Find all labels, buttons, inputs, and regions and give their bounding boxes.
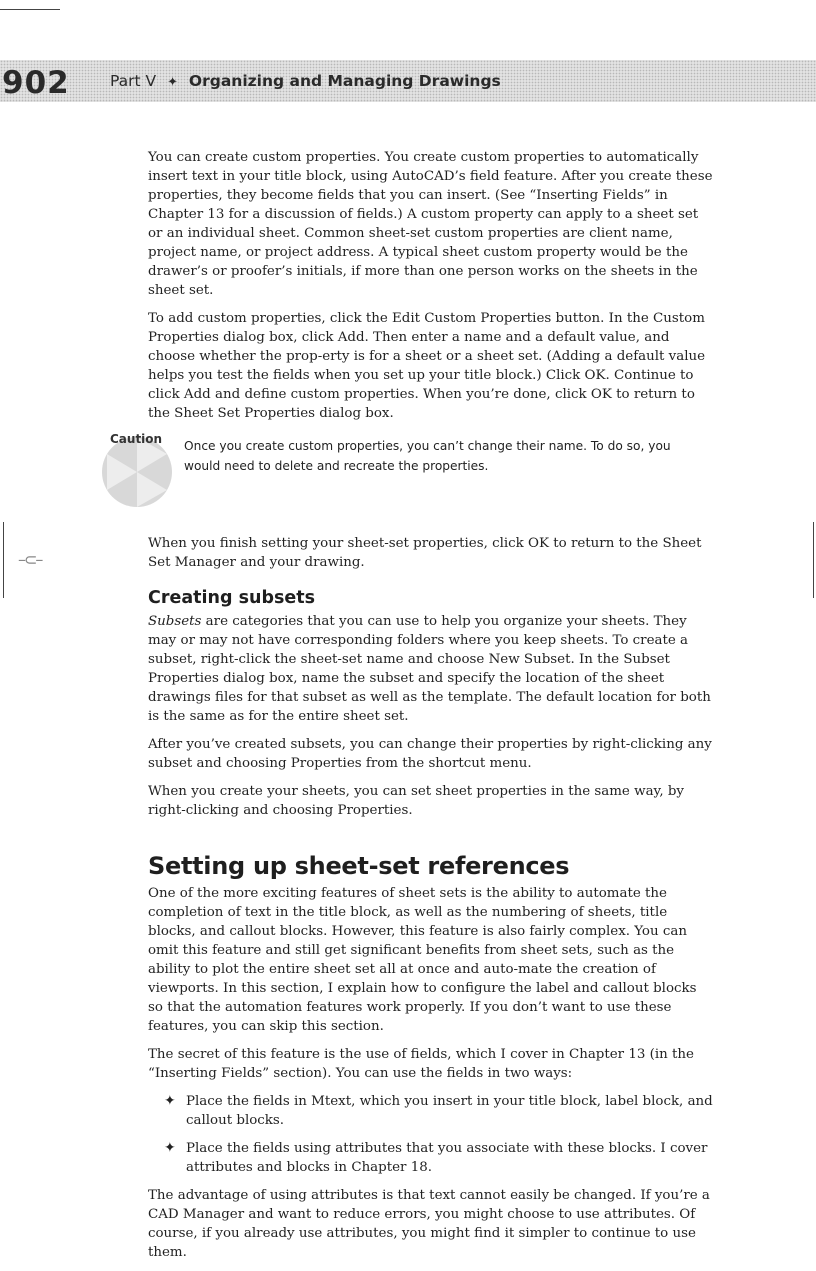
paragraph: You can create custom properties. You create custom properties to automatically insert text in your title block, using AutoCAD’s field feature. After you create these properties, they become fields that you can insert. (See “Inserting Fields” in Chapter 13 for a discussion of fields.) A custom property can apply to a sheet set or an individual sheet. Common sheet-set custom properties are client name, project name, or project address. A typical sheet custom property would be the drawer’s or proofer’s initials, if more than one person works on the sheets in the sheet set.: [148, 150, 713, 298]
list-item-text: Place the fields in Mtext, which you insert in your title block, label block, and callout blocks.: [186, 1094, 713, 1128]
bullet-list: [148, 1092, 713, 1177]
list-item: [148, 1139, 713, 1177]
paragraph: When you finish setting your sheet-set properties, click OK to return to the Sheet Set Manager and your drawing.: [148, 536, 702, 570]
running-head: [110, 72, 501, 90]
caution-note: [110, 432, 713, 522]
term-subsets: Subsets: [148, 614, 202, 629]
page-number: 902: [2, 65, 70, 101]
list-item-text: Place the fields using attributes that you associate with these blocks. I cover attributes and blocks in Chapter 18.: [186, 1141, 708, 1175]
margin-rule-right: [813, 522, 814, 598]
diamond-bullet-icon: ✦: [164, 1140, 176, 1156]
paragraph: When you create your sheets, you can set sheet properties in the same way, by right-clicking and choosing Properties.: [148, 784, 684, 818]
registration-mark-icon: –⊂–: [18, 550, 42, 569]
page-content: [110, 148, 713, 1271]
caution-text: Once you create custom properties, you can’t change their name. To do so, you would need to delete and recreate the properties.: [184, 439, 671, 473]
heading-setting-up-references: Setting up sheet-set references: [148, 852, 570, 880]
paragraph: The secret of this feature is the use of fields, which I cover in Chapter 13 (in the “Inserting Fields” section). You can use the fields in two ways:: [148, 1047, 694, 1081]
paragraph: After you’ve created subsets, you can change their properties by right-clicking any subset and choosing Properties from the shortcut menu.: [148, 737, 712, 771]
list-item: [148, 1092, 713, 1130]
section-title: Organizing and Managing Drawings: [188, 72, 501, 90]
diamond-bullet-icon: ✦: [164, 1093, 176, 1109]
paragraph: One of the more exciting features of sheet sets is the ability to automate the completion of text in the title block, as well as the numbering of sheets, title blocks, and callout blocks. However, this feature is also fairly complex. You can omit this feature and still get significant benefits from sheet sets, such as the ability to plot the entire sheet set all at once and auto-mate the creation of viewports. In this section, I explain how to configure the label and callout blocks so that the automation features work properly. If you don’t want to use these features, you can skip this section.: [148, 886, 697, 1034]
caution-label: Caution: [110, 432, 163, 446]
diamond-icon: ✦: [167, 75, 178, 90]
crop-mark-top: [0, 9, 60, 10]
paragraph-text: are categories that you can use to help you organize your sheets. They may or may not have corresponding folders where you keep sheets. To create a subset, right-click the sheet-set name and choose New Subset. In the Subset Properties dialog box, name the subset and specify the location of the sheet drawings files for that subset as well as the template. The default location for both is the same as for the entire sheet set.: [148, 614, 711, 724]
paragraph: The advantage of using attributes is that text cannot easily be changed. If you’re a CAD Manager and want to reduce errors, you might choose to use attributes. Of course, if you already use attributes, you might find it simpler to continue to use them.: [148, 1188, 710, 1260]
paragraph: [148, 612, 713, 726]
heading-creating-subsets: Creating subsets: [148, 588, 316, 608]
paragraph: To add custom properties, click the Edit Custom Properties button. In the Custom Properties dialog box, click Add. Then enter a name and a default value, and choose whether the prop-erty is for a sheet or a sheet set. (Adding a default value helps you test the fields when you set up your title block.) Click OK. Continue to click Add and define custom properties. When you’re done, click OK to return to the Sheet Set Properties dialog box.: [148, 311, 706, 421]
part-label: Part V: [110, 72, 157, 90]
margin-rule-left: [3, 522, 4, 598]
